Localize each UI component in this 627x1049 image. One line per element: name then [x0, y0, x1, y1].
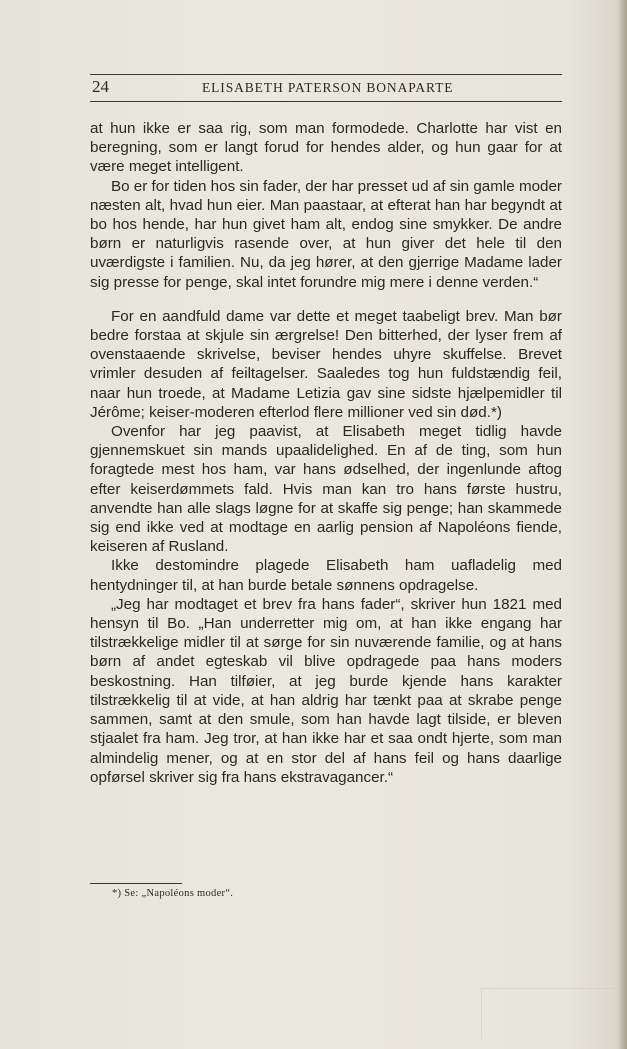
- running-header: [90, 74, 562, 102]
- paragraph-3: For en aandfuld dame var dette et meget taabeligt brev. Man bør bedre forstaa at skjule sin ærgrelse! Den bitterhed, der lyser frem af ovenstaaende skrivelse, beviser hendes uhyre skuffelse. Brevet vrimler desuden af feiltagelser. Saaledes tog hun fuldstændig feil, naar hun troede, at Madame Letizia gav sine sidste hjælpemidler til Jérôme; keiser-moderen efterlod flere millioner ved sin død.*): [90, 307, 562, 421]
- page-edge-shadow: [619, 0, 627, 1049]
- footnote: *) Se: „Napoléons moder“.: [112, 888, 234, 899]
- paragraph-6: „Jeg har modtaget et brev fra hans fader“, skriver hun 1821 med hensyn til Bo. „Han underretter mig om, at han ikke engang har tilstrækkelige midler til at sørge for sin nuværende familie, og at hans børn af andet egteskab vil blive opdragede paa hans moders beskostning. Han tilføier, at jeg burde kjende hans karakter tilstrækkelig til at vide, at han aldrig har tænkt paa at skrabe penge sammen, samt at den smule, som han havde lagt tilside, er bleven stjaalet fra ham. Jeg tror, at han ikke har et saa ondt hjerte, som man almindelig mener, og at en stor del af hans feil og hans daarlige opførsel skriver sig fra hans ekstravagancer.“: [90, 595, 562, 786]
- page-number: 24: [92, 77, 109, 96]
- paper-corner-mark: [481, 988, 617, 1039]
- paragraph-4: Ovenfor har jeg paavist, at Elisabeth meget tidlig havde gjennemskuet sin mands upaalidelighed. En af de ting, som hun foragtede mest hos ham, var hans ødselhed, der ingenlunde aftog efter keiserdømmets fald. Hvis man kan tro hans første hustru, anvendte han alle slags løgne for at skaffe sig penge; han skammede sig end ikke ved at modtage en aarlig pension af Napoléons fiende, keiseren af Rusland.: [90, 423, 562, 556]
- paragraph-1: at hun ikke er saa rig, som man formodede. Charlotte har vist en beregning, som er langt forud for hendes alder, og hun gaar for at være meget intelligent.: [90, 120, 562, 176]
- running-title: ELISABETH PATERSON BONAPARTE: [202, 80, 454, 95]
- paragraph-2: Bo er for tiden hos sin fader, der har presset ud af sin gamle moder næsten alt, hvad hun eier. Man paastaar, at efterat han har begyndt at bo hos hende, har hun givet ham alt, endog sine smykker. De andre børn er naturligvis rasende over, at hun giver det hele til den uværdigste i familien. Nu, da jeg hører, at den gjerrige Madame lader sig presse for penge, skal intet forundre mig mere i denne verden.“: [90, 177, 562, 291]
- footnote-divider: [90, 883, 182, 884]
- paragraph-5: Ikke destomindre plagede Elisabeth ham uafladelig med hentydninger til, at han burde betale sønnens opdragelse.: [90, 557, 562, 594]
- body-text: [90, 119, 562, 787]
